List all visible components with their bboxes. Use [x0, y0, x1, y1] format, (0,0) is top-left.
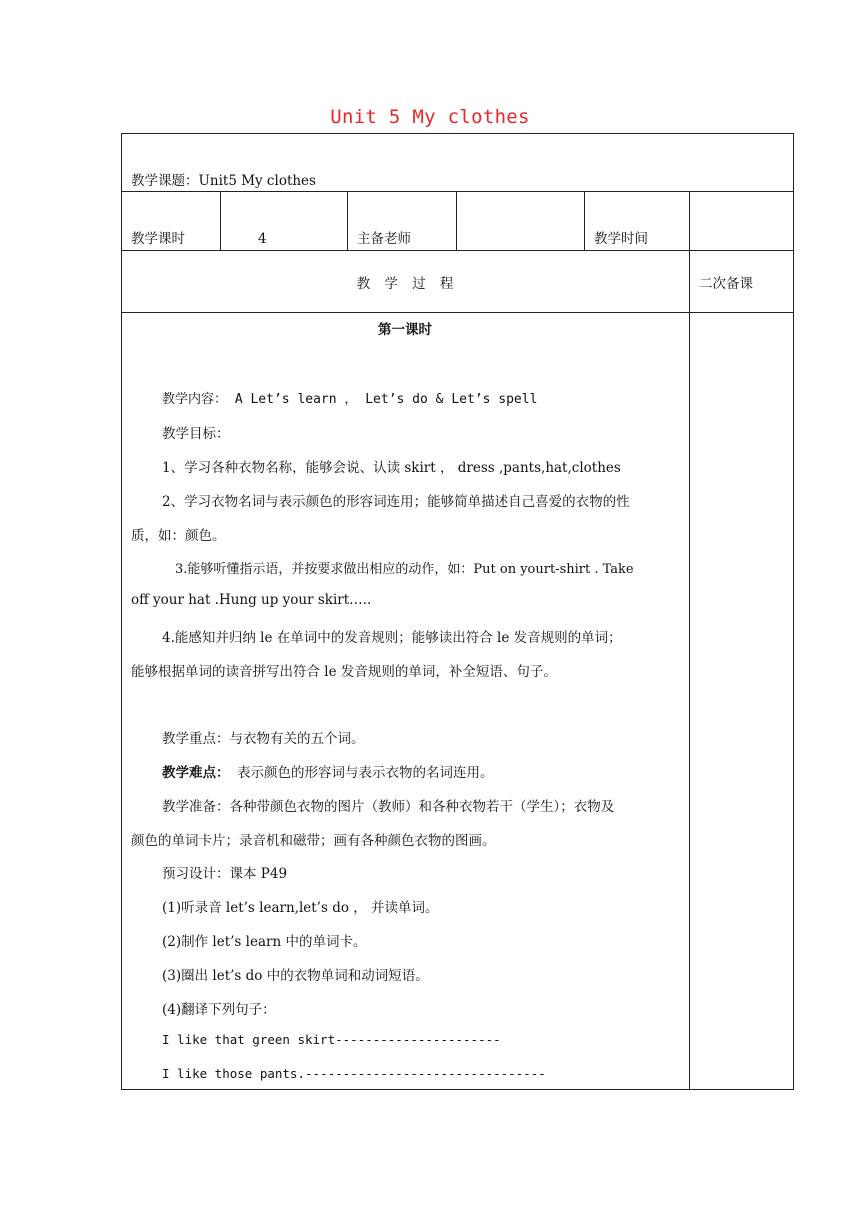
content-line: (3)圈出 let’s do 中的衣物单词和动词短语。 — [162, 968, 429, 984]
content-line: 教学内容： A Let’s learn ， Let’s do & Let’s spell — [162, 392, 538, 407]
lesson-heading: 第一课时 — [378, 322, 432, 338]
document-title: Unit 5 My clothes — [330, 106, 530, 128]
content-line: 表示颜色的形容词与表示衣物的名词连用。 — [237, 765, 494, 781]
column-divider — [456, 191, 457, 250]
table-border-right — [793, 133, 794, 1090]
content-line: off your hat .Hung up your skirt….. — [131, 592, 372, 608]
content-line: 3.能够听懂指示语，并按要求做出相应的动作，如：Put on yourt-shirt . Take — [175, 562, 634, 577]
difficulty-label: 教学难点： — [162, 765, 230, 781]
content-line: 4.能感知并归纳 le 在单词中的发音规则；能够读出符合 le 发音规则的单词； — [162, 630, 622, 646]
content-line: I like those pants.-------------------------------- — [162, 1066, 546, 1081]
content-line: 预习设计：课本 P49 — [162, 866, 288, 882]
content-line: 能够根据单词的读音拼写出符合 le 发音规则的单词，补全短语、句子。 — [131, 664, 557, 680]
table-row-divider — [121, 312, 794, 313]
time-label: 教学时间 — [594, 231, 648, 247]
content-line: (4)翻译下列句子： — [162, 1002, 276, 1018]
table-row-divider — [121, 250, 794, 251]
content-line: 质，如：颜色。 — [131, 528, 226, 544]
table-border-bottom — [121, 1089, 794, 1090]
process-heading: 教 学 过 程 — [356, 276, 454, 292]
content-line: 教学目标： — [162, 426, 230, 442]
period-label: 教学课时 — [131, 231, 185, 247]
content-line: I like that green skirt---------------------- — [162, 1032, 501, 1047]
secondary-prep-heading: 二次备课 — [699, 276, 753, 292]
content-line: (2)制作 let’s learn 中的单词卡。 — [162, 934, 367, 950]
column-divider — [584, 191, 585, 250]
teacher-label: 主备老师 — [357, 231, 411, 247]
table-border-top — [121, 133, 794, 134]
content-line: 2、学习衣物名词与表示颜色的形容词连用；能够简单描述自己喜爱的衣物的性 — [162, 494, 630, 510]
content-line: 1、学习各种衣物名称，能够会说、认读 skirt ， dress ,pants,hat,clothes — [162, 460, 621, 476]
table-row-divider — [121, 191, 794, 192]
content-line: 教学重点：与衣物有关的五个词。 — [162, 731, 365, 747]
content-line: 颜色的单词卡片；录音机和磁带；画有各种颜色衣物的图画。 — [131, 833, 496, 849]
column-divider — [347, 191, 348, 250]
content-line: 教学准备：各种带颜色衣物的图片（教师）和各种衣物若干（学生）；衣物及 — [162, 799, 615, 815]
secondary-column-divider — [689, 191, 690, 1089]
period-value: 4 — [258, 231, 267, 247]
column-divider — [220, 191, 221, 250]
content-line: (1)听录音 let’s learn,let’s do ， 并读单词。 — [162, 900, 439, 916]
topic-label: 教学课题：Unit5 My clothes — [131, 173, 316, 189]
